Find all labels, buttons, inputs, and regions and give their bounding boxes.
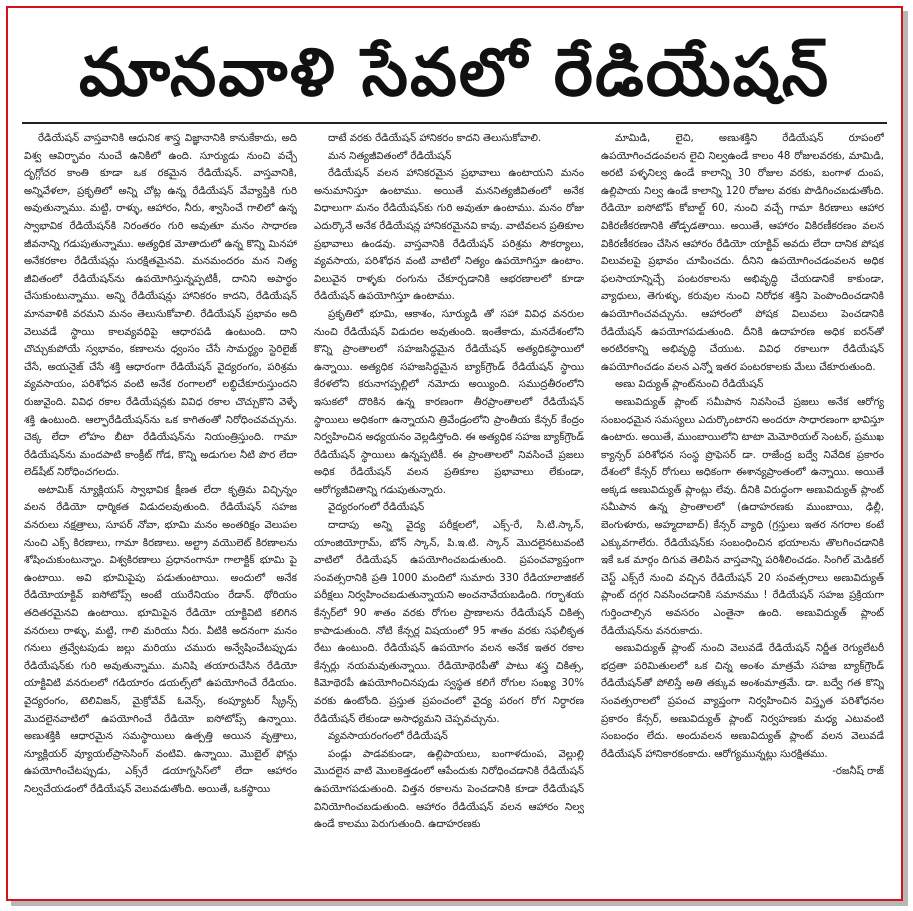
paragraph: రేడియేషన్ వాస్తవానికి ఆధునిక శాస్త్ర విజ్ఞానానికి కానుకేకాదు, అది విశ్వ ఆవిర్భావం నుంచే ఉనికిలో ఉంది. సూర్యుడు నుంచి వచ్చే దృగ్గోచర కాంతి కూడా ఒక రకమైన రేడియేషన్. వాస్తవానికి, అన్నివేళలా, ప్రకృతిలో అన్ని చోట్ల ఉన్న రేడియేషన్ వేవ్యాప్తికి గురి అవుతున్నాము. మట్టి, రాళ్ళు, ఆహారం, నీరు, శ్వాసించే గాలిలో ఉన్న స్వాభావిక రేడియేషన్‌కి నిరంతరం గురి అవుతూ మనం సాధారణ జీవనాన్ని గడుపుతున్నాము. అత్యధిక మోతాదులో ఉన్న కొన్ని మినహా అనేకరకాల రేడియేషన్లు సురక్షితమైనవి. మనమందరం మన నిత్య జీవితంలో రేడియేషన్‌ను ఉపయోగిస్తున్నప్పటికీ, దానిని అపార్థం చేసుకుంటున్నాము. అన్ని రేడియేషన్లు హానికరం కాదని, రేడియేషన్ మానవాళికి వరమని మనం తెలుసుకోవాలి. రేడియేషన్ ప్రభావం అది వెలువడే స్థాయి కాలవ్యవధిపై ఆధారపడి ఉంటుంది. దాని చొచ్చుకుపోయే స్వభావం, కణాలను ధ్వంసం చేసే సామర్థ్యం స్టెరిలైజ్ చేసే, అయనైజ్ చేసే శక్తి ఆధారంగా రేడియేషన్ వైద్యరంగం, పరిశ్రమ వ్యవసాయం, పరిశోధన వంటి అనేక రంగాలలో లబ్ధిచేకూరుస్తుందని రుజువైంది. వివిధ రకాల రేడియేషన్లకు వివిధ రకాల చొచ్చుకొని వెళ్ళే శక్తి ఉంటుంది. ఆల్ఫారేడియేషన్‌ను ఒక కాగితంతో నిరోధించవచ్చును. చెక్క లేదా లోహం బీటా రేడియేషన్‌ను నియంత్రిస్తుంది. గామా రేడియేషన్‌ను మందపాటి కాంక్రీట్ గోడ, కొన్ని అడుగుల నీటి పొర లేదా లెడ్‌షీట్ నిరోధించగలదు. [24,133,297,479]
article-column-3 [601,130,884,890]
headline: మానవాళి సేవలో రేడియేషన్ [78,34,831,111]
article-column-2 [314,130,584,890]
paragraph: ప్రకృతిలో భూమి, ఆకాశం, సూర్యుడి తో సహా వివిధ వనరుల నుంచి రేడియేషన్ విడుదల అవుతుంది. ఇంతేకాదు, మనదేశంలోని కొన్ని ప్రాంతాలలో సహజసిద్ధమైన రేడియేషన్ అత్యధికస్థాయిలో ఉన్నాయి. అత్యధిక సహజసిద్ధమైన బ్యాక్‌గ్రౌండ్ రేడియేషన్ స్థాయి కేరళలోని కరునాగప్పల్లిలో నమోదు అయ్యింది. సముద్రతీరంలోని ఇసుకలో దొరికిన ఉన్న కారణంగా తీరప్రాంతాలలో రేడియేషన్ స్థాయిలు అధికంగా ఉన్నాయని త్రివేండ్రంలోని ప్రాంతీయ కేన్సర్ కేంద్రం నిర్వహించిన అధ్యయనం వెల్లడిస్తోంది. ఈ అత్యధిక సహజ బ్యాక్‌గ్రౌండ్ రేడియేషన్ స్థాయిలు ఉన్నప్పటికీ. ఈ ప్రాంతాలలో నివసించే ప్రజలు అధిక రేడియేషన్ వలన ప్రతికూల ప్రభావాలు లేకుండా, ఆరోగ్యజీవితాన్ని గడుపుతున్నారు. [314,308,584,496]
paragraph: మామిడి, లైచి, అణుశక్తిని రేడియేషన్ రూపంలో ఉపయోగించడంవలన లైచి నిల్వఉండే కాలం 48 రోజులవరకు, మామిడి, అరటి పళ్ళనిల్వ ఉండే కాలాన్ని 30 రోజుల వరకు, బంగాళ దుంప, ఉల్లిపాయ నిల్వ ఉండే కాలాన్ని 120 రోజుల వరకు పొడిగించబడుతోంది. రేడియో ఐసోటోప్ కోబాల్ట్ 60, నుంచి వచ్చే గామా కిరణాలు ఆహార వికిరణీకరణానికి తోడ్పడతాయి. అయితే, ఆహారం వికిరణీకరణం వలన వికిరణీకరణం చేసిన ఆహారం రేడియో యాక్టివ్ అవదు లేదా దానిక పోషక విలువలపై ప్రభావం చూపించదు. దీనిని ఉపయోగించడంవలన అధిక ఫలసాయాన్నిచ్చే పంటరకాలను అభివృద్ధి చేయడానికే కాకుండా, వ్యాధులు, తెగుళ్ళు, కరువుల నుంచి నిరోధక శక్తిని పెంపొందించడానికి ఉపయోగించవచ్చును. ఆహారంలో పోషక విలువలు పెంచడానికి రేడియేషన్ ఉపయోగపడుతుంది. దీనికి ఉదాహరణ అధిక ఐరన్‌తో అరటిరకాన్ని అభివృద్ధి చేయుట. వివిధ రకాలుగా రేడియేషన్ ఉపయోగించడం వలన ఎన్నో ఇతర పంటరకాలకు మేలు చేకూరుతుంది. [601,133,884,373]
paragraph: అణువిద్యుత్ ప్లాంట్ నుంచి వెలువడే రేడియేషన్ నిర్ణీత రెగ్యులేటరీ భద్రతా పరిమితులలో ఒక చిన్న అంశం మాత్రమే సహజ బ్యాక్‌గ్రౌండ్ రేడియేషన్‌తో పోలిస్తే అతి తక్కువ అంశంమాత్రమే. డా. బద్వే గత కొన్ని సంవత్సరాలలో ప్రపంచ వ్యాప్తంగా నిర్వహించిన విస్తృత పరిశోధనల ప్రకారం కేన్సర్, అణువిద్యుత్ ప్లాంట్ నిర్వహణకు మధ్య ఎటువంటి సంబంధం లేదు. అందువలన అణువిద్యుత్ ప్లాంట్ వలన వెలువడే రేడియేషన్ హానికారకంకాదు. ఆరోగ్యమున్నట్లు సురక్షితము. [601,643,884,760]
paragraph: అణువిద్యుత్ ప్లాంట్ సమీపాన నివసించే ప్రజలు అనేక ఆరోగ్య సంబంధమైన సమస్యలు ఎదుర్కొంటారని అందరూ సాధారణంగా భావిస్తూ ఉంటారు. అయితే, ముంబాయిలోని టాటా మెమోరియల్ సెంటర్, ప్రముఖ క్యాన్సర్ పరిశోధన సంస్థ ప్రొఫెసర్ డా. రాజేంద్ర బద్వే నివేదిక ప్రకారం దేశంలో కేన్సర్ రోగులు అధికంగా ఈశాన్యప్రాంతంలో ఉన్నాయి. అయితే అక్కడ అణువిద్యుత్ ప్లాంట్లు లేవు. దీనికి విరుద్ధంగా అణువిద్యుత్ ప్లాంట్ సమీపాన ఉన్న ప్రాంతాలలో (ఉదాహరణకు ముంబాయి, ఢిల్లీ, బెంగుళూరు, అహ్మదాబాద్) కేన్సర్ వ్యాధి (గ్రస్తులు ఇతర నగరాల కంటే ఎక్కువగాలేరు. రేడియేషన్‌కు సంబంధించిన భయాలను తొలగించడానికి ఇకే ఒక మార్గం దిగువ తెలిపిన వాస్తవాన్ని పరిశీలించడం. సింగిల్ మెడికల్ చెస్ట్ ఎక్స్‌రే నుంచి వచ్చిన రేడియేషన్ 20 సంవత్సరాలు అణువిద్యుత్ ప్లాంట్ దగ్గర నివసించడానికి సమానము ! రేడియేషన్ సహజ ప్రక్రియగా గుర్తించాల్సిన అవసరం ఎంతైనా ఉంది. అణువిద్యుత్ ప్లాంట్ రేడియేషన్‌ను వనరుకాదు. [601,396,884,637]
paragraph: రేడియేషన్ వలన హానికరమైన ప్రభావాలు ఉంటాయని మనం అనుమానిస్తూ ఉంటాము. అయితే మననిత్యజీవితంలో అనేక విధాలుగా మనం రేడియేషన్‌కు గురి అవుతూ ఉంటాము. మనం రోజు ఎదుర్కొనే అనేక రేడియేషన్ల హానికరమైనవి కావు. వాటివలన ప్రతికూల ప్రభావాలు ఉండవు. వాస్తవానికి రేడియేషన్ పరిశ్రమ సౌకర్యాలు, వ్యవసాయ, పరిశోధన వంటి వాటిలో నిత్యం ఉపయోగిస్తూ ఉంటాం. విలువైన రాళ్ళకు రంగును చేకూర్చడానికి ఆభరణాలలో కూడా రేడియేషన్ ఉపయోగిస్తూ ఉంటాము. [314,168,584,303]
headline-rule [22,122,887,124]
article-column-1 [24,130,297,890]
paragraph: పండ్లు పాడవకుండా, ఉల్లిపాయలు, బంగాళదుంప, వెల్లుల్లి మొదలైన వాటి మొలకెత్తడంలో ఆపేందుకు నిరోధించడానికి రేడియేషన్ ఉపయోగపడుతుంది. విత్తన రకాలను పెంచడానికి కూడా రేడియేషన్ వినియోగించబడుతుంది. ఆహారం రేడియేషన్ వలన ఆహారం నిల్వ ఉండే కాలము పెరుగుతుంది. ఉదాహరణకు [314,748,584,831]
paragraph: దాటే వరకు రేడియేషన్ హానికరం కాదని తెలుసుకోవాలి. [328,133,542,144]
section-heading: వైద్యరంగంలో రేడియేషన్ [328,502,425,514]
section-heading: వ్యవసాయరంగంలో రేడియేషన్ [328,731,448,743]
section-heading: మన నిత్యజీవితంలో రేడియేషన్ [328,150,452,162]
newspaper-article [6,6,903,901]
section-heading: అణు విద్యుత్ ప్లాంట్‌నుంచి రేడియేషన్ [615,379,764,391]
author-byline: -రజనీష్ రాజ్ [832,766,884,778]
paragraph: దాదాపు అన్ని వైద్య పరీక్షలలో, ఎక్స్-రే, సి.టి.స్కాన్, యాంజియోగ్రామ్, బోన్ స్కాన్, పి.ఇ.టి. స్కాన్ మొదలైనటువంటి వాటిలో రేడియేషన్ ఉపయోగించబడుతుంది. ప్రపంచవ్యాప్తంగా సంవత్సరానికి ప్రతి 1000 మందిలో సుమారు 330 రేడియాలాజికల్ పరీక్షలు నిర్వహించబడుతున్నాయని అంచనావేయబడింది. గర్భాశయ కేన్సర్‌లో 90 శాతం వరకు రోగుల ప్రాణాలను రేడియేషన్ చికిత్స కాపాడుతుంది. నోటి కేన్సర్ల విషయంలో 95 శాతం వరకు సఫలీకృత రేటు ఉంటుంది. రేడియేషన్ ఉపయోగం వలన అనేక ఇతర రకాల కేన్సర్లు నయమవుతున్నాయి. రేడియోథెరపీతో పాటు శస్త్ర చికిత్స, కిమోథెరపీ ఉపయోగించినపుడు స్వస్థత కలిగే రోగుల సంఖ్య 30% వరకు ఉంటోంది. ప్రస్తుత ప్రపంచంలో వైద్య పరంగ రోగ నిర్ధారణ రేడియేషన్ లేకుండా అసాధ్యమని చెప్పవచ్చును. [314,520,584,725]
paragraph: అటామిక్ న్యూక్లియస్ స్వాభావిక క్షీణత లేదా కృత్రిమ విచ్ఛిన్నం వలన రేడియో ధార్మికత విడుదలవుతుంది. రేడియేషన్ సహజ వనరులు నక్షత్రాలు, సూపర్ నోవా, భూమి మనం అంతరిక్షం వెలుపల నుంచి ఎక్స్ కిరణాలు, గామా కిరణాలు. అల్ట్రా వయొలెట్ కిరణాలను శోషించుకుంటున్నాం. విశ్వకిరణాలు ప్రధానంగానూ గాలాక్టిక్ భూమి పై ఉంటాయి. అవి భూమిపైపు పడుతుంటాయి. అందులో అనేక రేడియోయాక్టివ్ ఐసోటోప్స్ అంటే యురేనియం రేడాన్. థోరియం తదితరమైనవి ఉంటాయి. భూమిపైన రేడియో యాక్టివిటి కలిగిన వనరులు రాళ్ళు, మట్టి, గాలి మరియు నీరు. వీటికి అదనంగా మనం గనులు త్రవ్వేటపుడు జల్లు మరియు చమురు అన్వేషించేటప్పుడు రేడియేషన్‌కు గురి అవుతున్నాము. మనిషి తయారుచేసిన రేడియో యాక్టివిటి వనరులలో గడియారం డయల్స్‌లో ఉపయోగించే రేడియం. వైద్యరంగం, టెలివిజన్, మైక్రోవేవ్ ఓవెన్స్, కంప్యూటర్ స్క్రీన్స్ మొదలైనవాటిలో ఉపయోగించే రేడియో ఐసోటోప్స్ ఉన్నాయి. అణుశక్తికి ఆధారమైన సమస్థాయిలు ఉత్పత్తి అయిన వృత్తాలు, న్యూక్లియర్ వ్యూయల్‌ప్రాసెసింగ్ వంటివి. ఉన్నాయి. మొబైల్ ఫోన్లు ఉపయోగించేటప్పుడు, ఎక్స్‌రే డయాగ్నసిస్‌లో లేదా ఆహారం నిల్వచేయడంలో రేడియేషన్ వెలువడుతోంది. అయితే, ఒకస్థాయి [24,484,297,795]
